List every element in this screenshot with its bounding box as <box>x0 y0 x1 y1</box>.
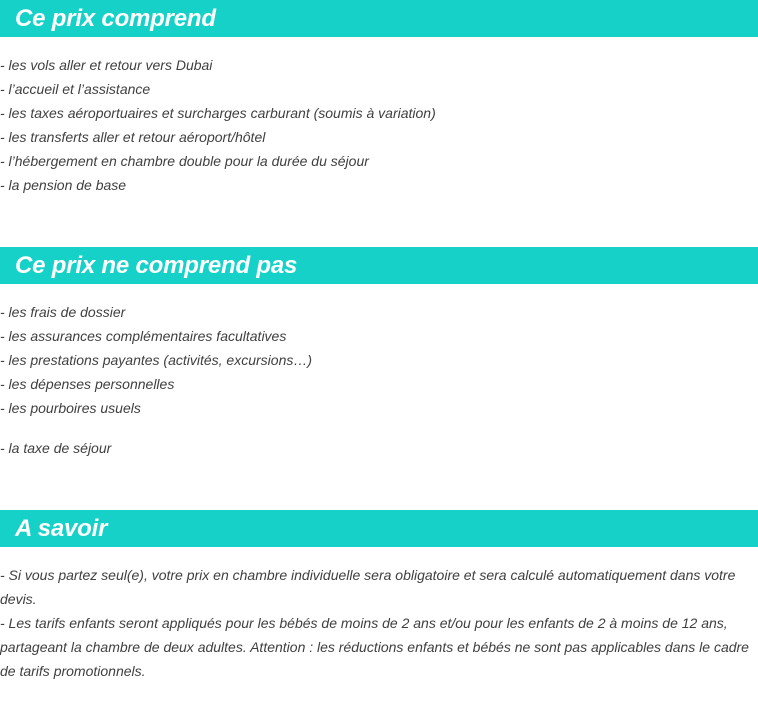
list-item: - les dépenses personnelles <box>0 376 175 392</box>
list-item: - les frais de dossier <box>0 304 126 320</box>
list-item: - les taxes aéroportuaires et surcharges carburant (soumis à variation) <box>0 105 436 121</box>
section-price-excludes <box>0 247 758 456</box>
section-title: Ce prix ne comprend pas <box>15 251 298 279</box>
section-title: A savoir <box>15 514 108 542</box>
section-price-includes <box>0 0 758 193</box>
list-item: - les prestations payantes (activités, excursions…) <box>0 352 313 368</box>
paragraph-single-supplement: - Si vous partez seul(e), votre prix en chambre individuelle sera obligatoire et sera calculé automatiquement dans votre devis. <box>0 567 736 607</box>
list-item: - l’hébergement en chambre double pour la durée du séjour <box>0 153 369 169</box>
list-item: - les transferts aller et retour aéroport/hôtel <box>0 129 266 145</box>
section-good-to-know <box>0 510 758 679</box>
list-item: - l’accueil et l’assistance <box>0 81 151 97</box>
includes-list <box>0 53 436 197</box>
paragraph-child-rates: - Les tarifs enfants seront appliqués pour les bébés de moins de 2 ans et/ou pour les enfants de 2 à moins de 12 ans, partageant la chambre de deux adultes. Attention : les réductions enfants et bébés ne sont pas applicables dans le cadre de tarifs promotionnels. <box>0 615 749 679</box>
section-header <box>0 247 758 284</box>
list-item: - la pension de base <box>0 177 127 193</box>
list-item: - les vols aller et retour vers Dubai <box>0 57 213 73</box>
list-item: - les pourboires usuels <box>0 400 141 416</box>
section-header <box>0 0 758 37</box>
excludes-list <box>0 300 312 460</box>
list-item: - les assurances complémentaires facultatives <box>0 328 287 344</box>
section-header <box>0 510 758 547</box>
list-item: - la taxe de séjour <box>0 440 112 456</box>
good-to-know-body <box>0 563 752 683</box>
section-title: Ce prix comprend <box>15 4 216 32</box>
